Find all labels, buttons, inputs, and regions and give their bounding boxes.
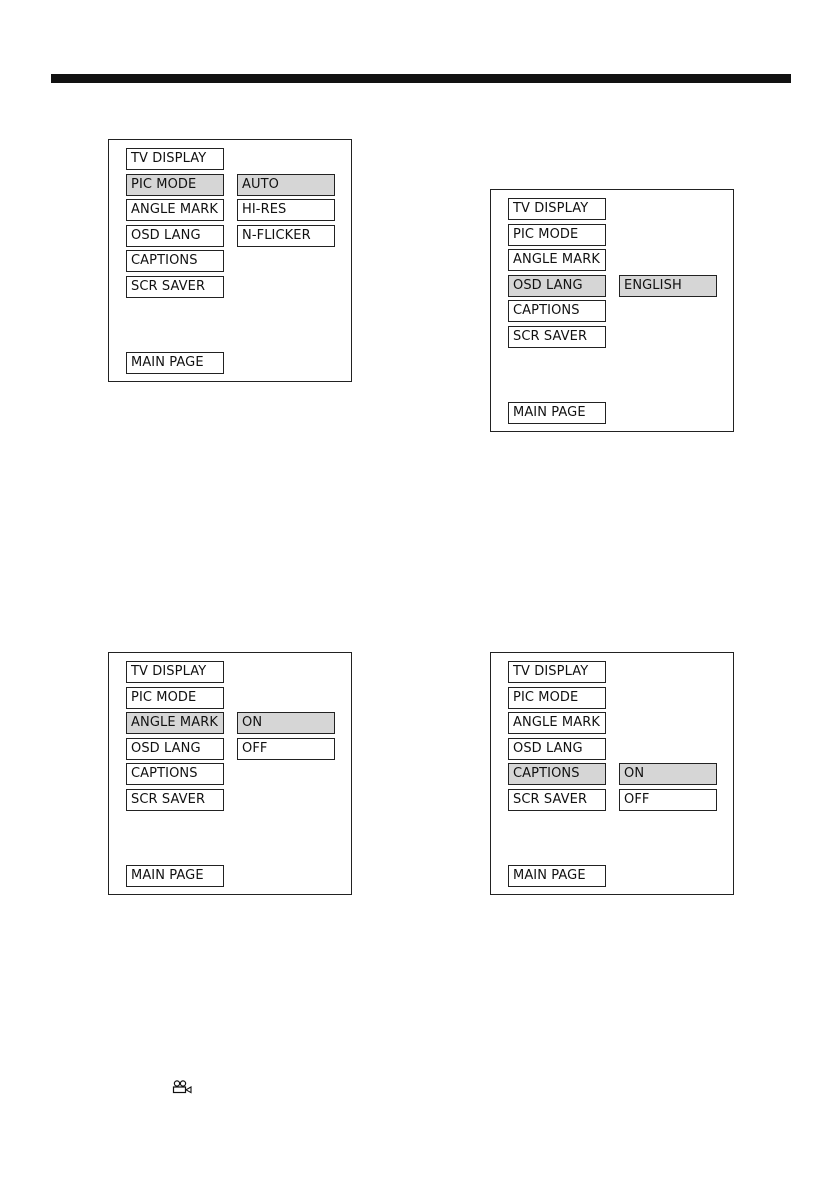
option-on[interactable]: ON xyxy=(237,712,335,734)
menu-item-scr-saver[interactable]: SCR SAVER xyxy=(126,276,224,298)
menu-item-tv-display[interactable]: TV DISPLAY xyxy=(508,661,606,683)
menu-item-pic-mode[interactable]: PIC MODE xyxy=(508,224,606,246)
main-page-button[interactable]: MAIN PAGE xyxy=(508,865,606,887)
menu-item-tv-display[interactable]: TV DISPLAY xyxy=(508,198,606,220)
menu-item-scr-saver[interactable]: SCR SAVER xyxy=(126,789,224,811)
menu-item-captions[interactable]: CAPTIONS xyxy=(508,300,606,322)
menu-item-angle-mark[interactable]: ANGLE MARK xyxy=(508,712,606,734)
menu-item-osd-lang[interactable]: OSD LANG xyxy=(508,738,606,760)
menu-item-osd-lang[interactable]: OSD LANG xyxy=(126,225,224,247)
option-off[interactable]: OFF xyxy=(237,738,335,760)
menu-item-pic-mode[interactable]: PIC MODE xyxy=(508,687,606,709)
main-page-button[interactable]: MAIN PAGE xyxy=(126,865,224,887)
option-english[interactable]: ENGLISH xyxy=(619,275,717,297)
menu-item-scr-saver[interactable]: SCR SAVER xyxy=(508,789,606,811)
main-page-button[interactable]: MAIN PAGE xyxy=(126,352,224,374)
menu-item-pic-mode[interactable]: PIC MODE xyxy=(126,174,224,196)
menu-item-scr-saver[interactable]: SCR SAVER xyxy=(508,326,606,348)
menu-item-angle-mark[interactable]: ANGLE MARK xyxy=(126,712,224,734)
osd-menu-panel-captions xyxy=(490,652,734,895)
osd-menu-panel-pic-mode xyxy=(108,139,352,382)
menu-item-captions[interactable]: CAPTIONS xyxy=(126,763,224,785)
osd-menu-panel-angle-mark xyxy=(108,652,352,895)
option-hi-res[interactable]: HI-RES xyxy=(237,199,335,221)
menu-item-angle-mark[interactable]: ANGLE MARK xyxy=(508,249,606,271)
option-auto[interactable]: AUTO xyxy=(237,174,335,196)
menu-item-osd-lang[interactable]: OSD LANG xyxy=(508,275,606,297)
video-camera-icon xyxy=(172,1080,192,1094)
menu-item-pic-mode[interactable]: PIC MODE xyxy=(126,687,224,709)
menu-item-angle-mark[interactable]: ANGLE MARK xyxy=(126,199,224,221)
menu-item-captions[interactable]: CAPTIONS xyxy=(126,250,224,272)
main-page-button[interactable]: MAIN PAGE xyxy=(508,402,606,424)
option-off[interactable]: OFF xyxy=(619,789,717,811)
menu-item-tv-display[interactable]: TV DISPLAY xyxy=(126,148,224,170)
option-n-flicker[interactable]: N-FLICKER xyxy=(237,225,335,247)
option-on[interactable]: ON xyxy=(619,763,717,785)
osd-menu-panel-osd-lang xyxy=(490,189,734,432)
top-rule xyxy=(51,74,791,83)
menu-item-osd-lang[interactable]: OSD LANG xyxy=(126,738,224,760)
menu-item-captions[interactable]: CAPTIONS xyxy=(508,763,606,785)
menu-item-tv-display[interactable]: TV DISPLAY xyxy=(126,661,224,683)
